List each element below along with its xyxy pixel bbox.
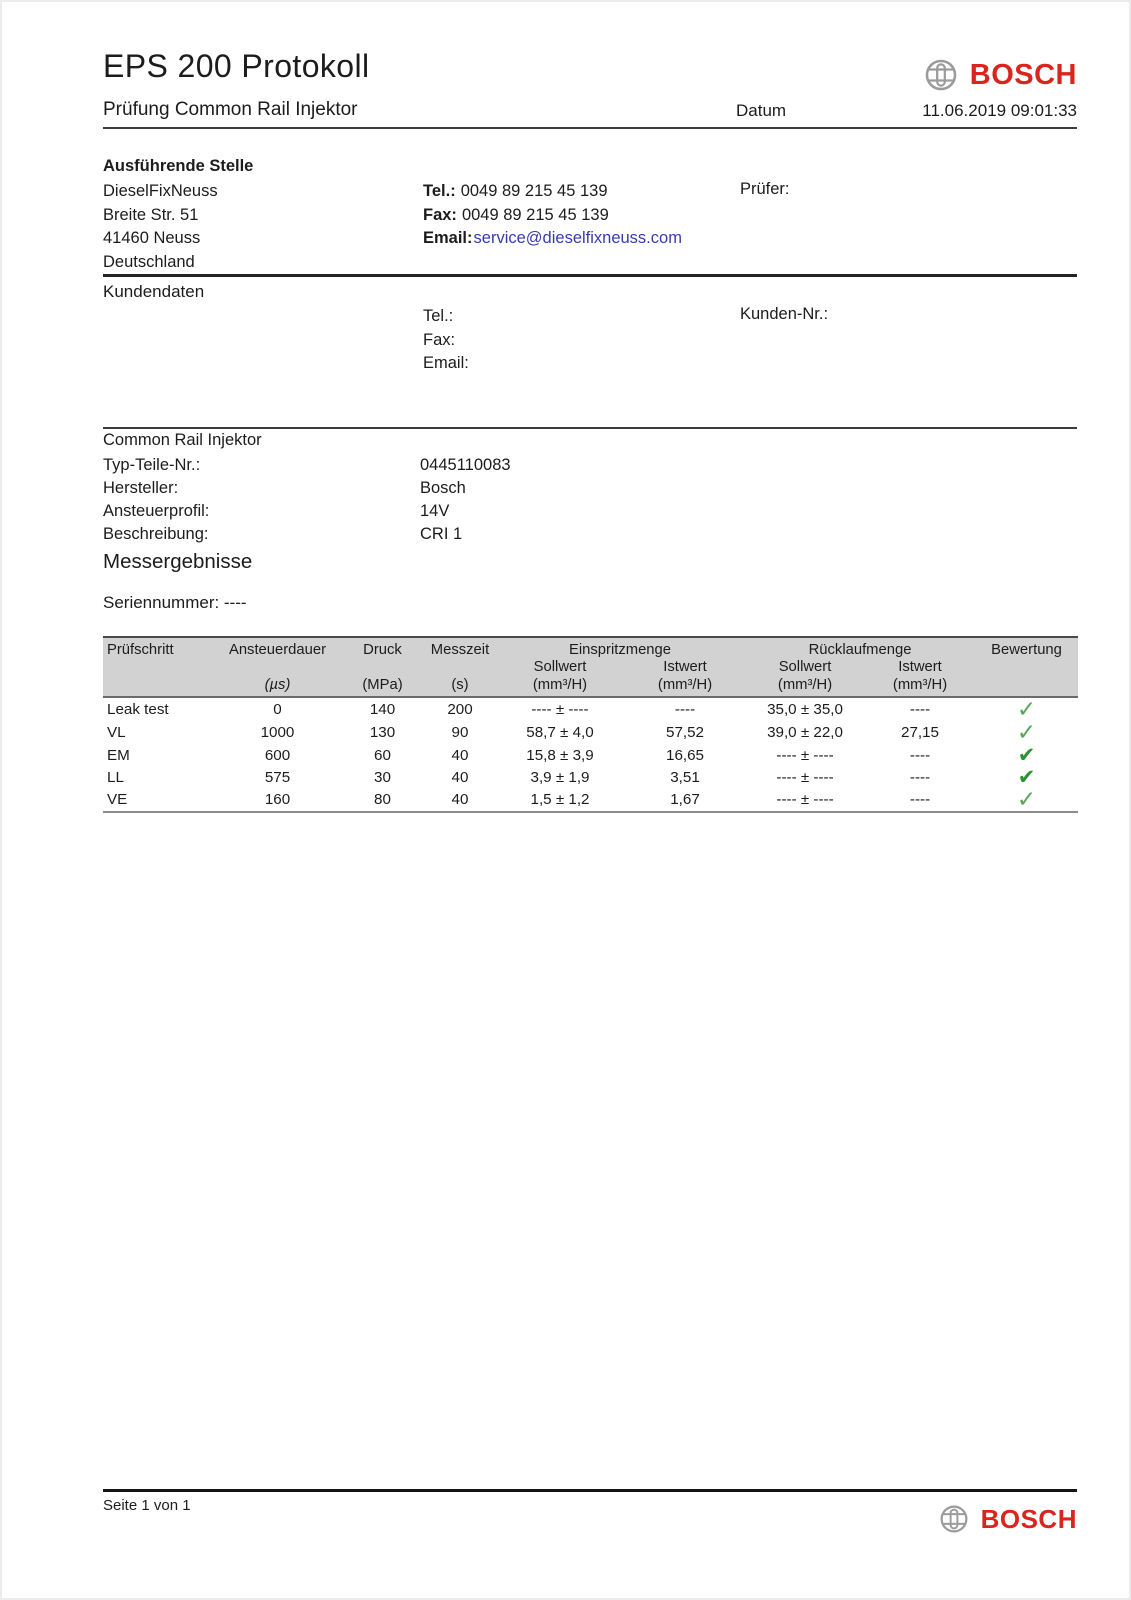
ruecklauf-sollwert-cell: ---- ± ---- (776, 768, 834, 786)
table-row (103, 697, 1078, 721)
unit-ansteuerdauer: (µs) (215, 675, 340, 697)
typ-teile-nr-value: 0445110083 (420, 456, 511, 474)
beschreibung-value: CRI 1 (420, 525, 463, 543)
date-label: Datum (736, 101, 787, 120)
address-line: DieselFixNeuss (103, 182, 218, 200)
empty-header-cell (103, 659, 215, 675)
typ-teile-nr-label: Typ-Teile-Nr.: (103, 456, 201, 474)
tel-value: 0049 89 215 45 139 (460, 182, 608, 200)
address-line: 41460 Neuss (103, 229, 201, 247)
address-line: Deutschland (103, 252, 195, 271)
unit-messzeit: (s) (425, 675, 495, 697)
col-header-ansteuerdauer: Ansteuerdauer (215, 637, 340, 659)
office-fax-row (423, 204, 682, 228)
ruecklauf-istwert-cell: ---- (909, 701, 931, 718)
hersteller-value: Bosch (420, 479, 466, 497)
customer-fax-label: Fax: (423, 330, 456, 349)
druck-cell: 130 (369, 724, 396, 741)
col-header-pruefschritt: Prüfschritt (103, 637, 215, 659)
ruecklauf-istwert-cell: ---- (909, 746, 931, 764)
fax-label: Fax: (423, 205, 457, 224)
bosch-logo-footer (939, 1504, 1077, 1534)
pruefschritt-cell: Leak test (107, 701, 169, 718)
ruecklauf-sollwert-cell: ---- ± ---- (776, 791, 834, 808)
einspritz-sollwert-cell: 58,7 ± 4,0 (526, 724, 594, 741)
footer-divider (103, 1489, 1077, 1492)
hersteller-label: Hersteller: (103, 479, 179, 497)
unit-menge: (mm³/H) (865, 675, 975, 697)
check-icon: ✓ (1016, 786, 1037, 812)
unit-menge: (mm³/H) (625, 675, 745, 697)
messzeit-cell: 40 (451, 791, 469, 808)
injector-row (103, 477, 511, 500)
check-icon: ✓ (1016, 696, 1037, 722)
injector-info-block (103, 454, 511, 546)
empty-header-cell (340, 659, 425, 675)
empty-header-cell (425, 659, 495, 675)
druck-cell: 60 (374, 746, 391, 764)
messzeit-cell: 40 (451, 768, 469, 786)
pruefer-label: Prüfer: (740, 180, 790, 198)
ruecklauf-istwert-cell: ---- (909, 791, 931, 808)
fax-value: 0049 89 215 45 139 (461, 205, 609, 224)
serial-number-line: Seriennummer: ---- (103, 593, 247, 612)
ansteuerprofil-value: 14V (420, 502, 450, 520)
subheader-sollwert: Sollwert (495, 659, 625, 675)
einspritz-istwert-cell: 3,51 (670, 768, 700, 786)
customer-number-label: Kunden-Nr.: (740, 305, 829, 323)
col-header-messzeit: Messzeit (425, 637, 495, 659)
bewertung-cell (975, 744, 1078, 766)
unit-menge: (mm³/H) (745, 675, 865, 697)
empty-header-cell (975, 675, 1078, 697)
section-heading-injektor: Common Rail Injektor (103, 431, 262, 449)
ruecklauf-sollwert-cell: 39,0 ± 22,0 (767, 724, 843, 741)
bosch-wordmark: BOSCH (969, 58, 1077, 91)
einspritz-sollwert-cell: 3,9 ± 1,9 (530, 768, 590, 786)
empty-header-cell (215, 659, 340, 675)
address-line: Breite Str. 51 (103, 205, 199, 224)
office-email-row (423, 227, 682, 251)
bosch-armature-icon (924, 58, 958, 92)
section-heading-messergebnisse: Messergebnisse (103, 550, 253, 573)
einspritz-sollwert-cell: 1,5 ± 1,2 (530, 791, 590, 808)
empty-header-cell (975, 659, 1078, 675)
messzeit-cell: 90 (451, 724, 469, 741)
ansteuerdauer-cell: 600 (264, 746, 291, 764)
empty-header-cell (103, 675, 215, 697)
header-divider (103, 127, 1077, 129)
einspritz-istwert-cell: 57,52 (666, 724, 705, 741)
pruefschritt-cell: VE (107, 791, 128, 808)
ansteuerdauer-cell: 1000 (260, 724, 295, 741)
ansteuerdauer-cell: 575 (264, 768, 291, 786)
email-label: Email: (423, 229, 473, 247)
bewertung-cell (975, 788, 1078, 812)
date-value: 11.06.2019 09:01:33 (922, 101, 1077, 120)
results-table (103, 636, 1078, 813)
ansteuerdauer-cell: 0 (273, 701, 282, 718)
col-header-einspritzmenge: Einspritzmenge (495, 637, 745, 659)
einspritz-sollwert-cell: 15,8 ± 3,9 (526, 746, 594, 764)
check-icon: ✔ (1017, 765, 1036, 789)
ruecklauf-istwert-cell: ---- (909, 768, 931, 786)
druck-cell: 140 (369, 701, 396, 718)
bosch-armature-icon (939, 1504, 969, 1534)
col-header-druck: Druck (340, 637, 425, 659)
pruefschritt-cell: VL (107, 724, 126, 741)
check-icon: ✔ (1017, 743, 1036, 767)
section-divider (103, 274, 1077, 277)
bosch-wordmark: BOSCH (980, 1504, 1077, 1534)
customer-email-label: Email: (423, 354, 469, 372)
injector-row (103, 454, 511, 477)
einspritz-istwert-cell: 16,65 (666, 746, 705, 764)
col-header-ruecklaufmenge: Rücklaufmenge (745, 637, 975, 659)
einspritz-istwert-cell: 1,67 (670, 791, 700, 808)
table-row (103, 788, 1078, 812)
subheader-sollwert: Sollwert (745, 659, 865, 675)
table-row (103, 766, 1078, 788)
druck-cell: 80 (374, 791, 391, 808)
col-header-bewertung: Bewertung (975, 637, 1078, 659)
einspritz-istwert-cell: ---- (674, 701, 696, 718)
druck-cell: 30 (374, 768, 391, 786)
unit-menge: (mm³/H) (495, 675, 625, 697)
ruecklauf-istwert-cell: 27,15 (901, 724, 940, 741)
table-row (103, 744, 1078, 766)
bosch-logo-header (924, 58, 1077, 92)
messzeit-cell: 200 (447, 701, 473, 718)
check-icon: ✓ (1016, 719, 1037, 745)
pruefschritt-cell: LL (107, 768, 124, 786)
injector-row (103, 500, 511, 523)
section-heading-kundendaten: Kundendaten (103, 282, 205, 301)
unit-druck: (MPa) (340, 675, 425, 697)
page-title: EPS 200 Protokoll (103, 48, 370, 84)
subheader-istwert: Istwert (865, 659, 975, 675)
tel-label: Tel.: (423, 182, 456, 200)
customer-tel-label: Tel.: (423, 307, 454, 325)
results-table-header (103, 637, 1078, 697)
office-address (103, 180, 218, 274)
messzeit-cell: 40 (451, 746, 469, 764)
office-contact-block (423, 180, 682, 251)
ruecklauf-sollwert-cell: 35,0 ± 35,0 (767, 701, 843, 718)
ansteuerdauer-cell: 160 (264, 791, 291, 808)
pruefschritt-cell: EM (107, 746, 130, 764)
injector-row (103, 523, 511, 546)
email-link[interactable]: service@dieselfixneuss.com (473, 229, 682, 247)
bewertung-cell (975, 766, 1078, 788)
ansteuerprofil-label: Ansteuerprofil: (103, 502, 210, 520)
bewertung-cell (975, 697, 1078, 721)
document-subtitle: Prüfung Common Rail Injektor (103, 99, 358, 120)
table-row (103, 721, 1078, 744)
subheader-istwert: Istwert (625, 659, 745, 675)
beschreibung-label: Beschreibung: (103, 525, 209, 543)
office-tel-row (423, 180, 682, 204)
ruecklauf-sollwert-cell: ---- ± ---- (776, 746, 834, 764)
section-heading-ausfuehrende-stelle: Ausführende Stelle (103, 157, 254, 175)
customer-contact-block (423, 305, 469, 376)
page-number: Seite 1 von 1 (103, 1497, 191, 1514)
bewertung-cell (975, 721, 1078, 744)
einspritz-sollwert-cell: ---- ± ---- (531, 701, 589, 718)
section-divider (103, 427, 1077, 429)
